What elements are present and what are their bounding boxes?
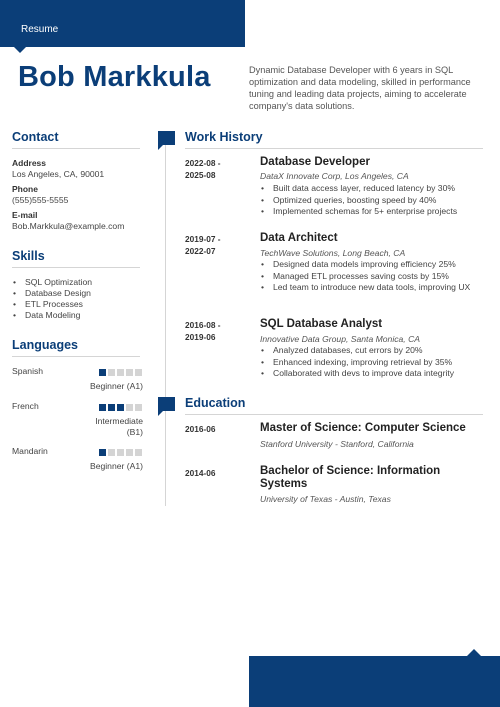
summary-text: Dynamic Database Developer with 6 years in SQL optimization and data modeling, skilled in performance tuning and leading data projects, aiming to accelerate company's data solutions. [249, 65, 471, 111]
job-company: DataX Innovate Corp, Los Angeles, CA [260, 171, 409, 181]
skill-item: • SQL Optimization [25, 277, 92, 288]
job-bullet: • Implemented schemas for 5+ enterprise projects [259, 206, 485, 218]
bottom-block [249, 656, 500, 707]
column-divider [165, 138, 166, 506]
work-flag-tail [158, 145, 163, 150]
skill-item: • Database Design [25, 288, 91, 299]
job-bullet: • Collaborated with devs to improve data integrity [259, 368, 485, 380]
meter-square-empty [117, 369, 124, 376]
skill-item: • Data Modeling [25, 310, 80, 321]
job-bullet: • Enhanced indexing, improving retrieval by 35% [259, 357, 485, 369]
phone-label: Phone [12, 184, 38, 194]
meter-square-filled [117, 404, 124, 411]
job-title: Data Architect [260, 232, 338, 244]
job-date-end: 2019-06 [185, 332, 216, 342]
education-flag-tail [158, 411, 163, 416]
phone-value: (555)555-5555 [12, 195, 69, 205]
meter-square-empty [117, 449, 124, 456]
bottom-notch [467, 649, 481, 656]
meter-square-empty [108, 449, 115, 456]
language-name: Mandarin [12, 446, 48, 456]
job-title: SQL Database Analyst [260, 318, 383, 330]
job-date-end: 2022-07 [185, 246, 216, 256]
job-date-start: 2016-08 - [185, 320, 221, 330]
language-meter [99, 404, 142, 411]
banner-notch [14, 47, 26, 53]
skills-rule [12, 267, 140, 268]
language-meter [99, 369, 142, 376]
work-rule [185, 148, 483, 149]
job-date-start: 2022-08 - [185, 158, 221, 168]
language-name: French [12, 401, 39, 411]
resume-label: Resume [21, 24, 59, 35]
candidate-name: Bob Markkula [18, 61, 211, 93]
job-bullet: • Led team to introduce new data tools, improving UX [259, 282, 485, 294]
language-meter [99, 449, 142, 456]
job-bullet: • Managed ETL processes saving costs by 15% [259, 271, 485, 283]
languages-rule [12, 356, 140, 357]
skill-item: • ETL Processes [25, 299, 83, 310]
job-date-start: 2019-07 - [185, 234, 221, 244]
education-rule [185, 414, 483, 415]
meter-square-filled [99, 449, 106, 456]
meter-square-filled [108, 404, 115, 411]
job-bullets [259, 345, 485, 380]
meter-square-filled [99, 369, 106, 376]
job-company: TechWave Solutions, Long Beach, CA [260, 248, 406, 258]
language-level: Intermediate (B1) [95, 416, 143, 437]
job-company: Innovative Data Group, Santa Monica, CA [260, 334, 421, 344]
meter-square-empty [108, 369, 115, 376]
education-flag-icon [158, 397, 175, 411]
meter-square-empty [126, 369, 133, 376]
education-heading: Education [185, 396, 246, 410]
email-value: Bob.Markkula@example.com [12, 221, 125, 231]
job-bullet: • Designed data models improving efficiency 25% [259, 259, 485, 271]
job-bullets [259, 183, 485, 218]
education-school: Stanford University - Stanford, California [260, 439, 414, 449]
meter-square-empty [135, 449, 142, 456]
language-name: Spanish [12, 366, 44, 376]
address-label: Address [12, 158, 47, 168]
work-flag-icon [158, 131, 175, 145]
address-value: Los Angeles, CA, 90001 [12, 169, 105, 179]
job-bullet: • Optimized queries, boosting speed by 40% [259, 195, 485, 207]
education-date: 2016-06 [185, 424, 216, 434]
meter-square-empty [135, 404, 142, 411]
contact-heading: Contact [12, 130, 59, 144]
meter-square-filled [99, 404, 106, 411]
meter-square-empty [126, 404, 133, 411]
job-title: Database Developer [260, 156, 370, 168]
job-bullet: • Analyzed databases, cut errors by 20% [259, 345, 485, 357]
education-degree: Bachelor of Science: Information Systems [260, 465, 441, 490]
email-label: E-mail [12, 210, 38, 220]
education-date: 2014-06 [185, 468, 216, 478]
job-date-end: 2025-08 [185, 170, 216, 180]
education-school: University of Texas - Austin, Texas [260, 494, 391, 504]
work-heading: Work History [185, 130, 263, 144]
language-level: Beginner (A1) [89, 381, 143, 391]
meter-square-empty [126, 449, 133, 456]
job-bullet: • Built data access layer, reduced latency by 30% [259, 183, 485, 195]
language-level: Beginner (A1) [89, 461, 143, 471]
meter-square-empty [135, 369, 142, 376]
job-bullets [259, 259, 485, 294]
education-degree: Master of Science: Computer Science [260, 422, 466, 434]
contact-rule [12, 148, 140, 149]
languages-heading: Languages [12, 338, 78, 352]
skills-heading: Skills [12, 249, 45, 263]
